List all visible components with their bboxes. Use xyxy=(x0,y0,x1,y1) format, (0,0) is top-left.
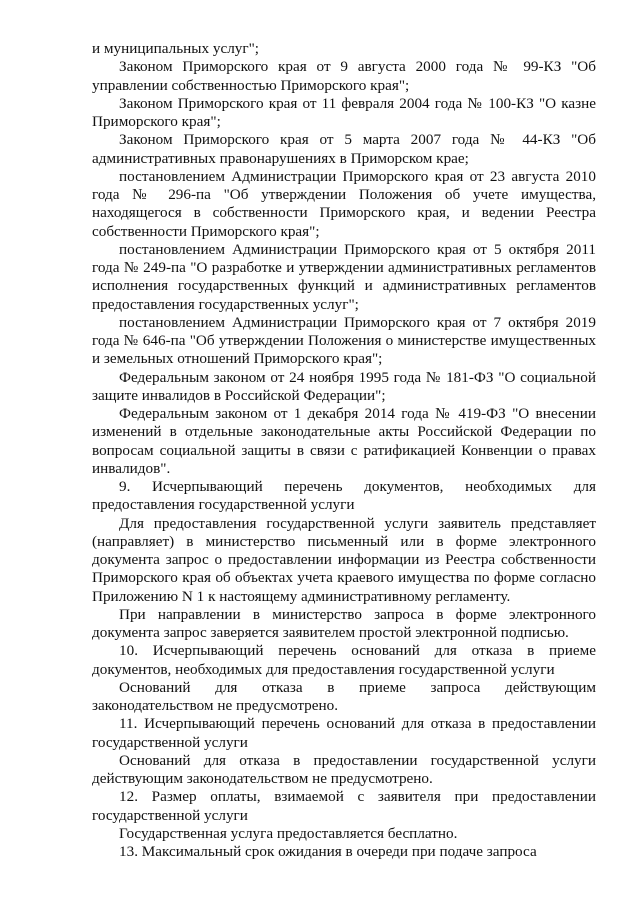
paragraph-federal-law-181-fz: Федеральным законом от 24 ноября 1995 года № 181-ФЗ "О социальной защите инвалидов в Российской Федерации"; xyxy=(92,368,596,404)
section-12-body: Государственная услуга предоставляется бесплатно. xyxy=(119,824,458,842)
section-9-heading: 9. Исчерпывающий перечень документов, необходимых для предоставления государственной услуги xyxy=(92,478,596,514)
paragraph-law-100-kz: Законом Приморского края от 11 февраля 2004 года № 100-КЗ "О казне Приморского края"; xyxy=(92,94,596,130)
paragraph-law-99-kz: Законом Приморского края от 9 августа 2000 года № 99-КЗ "Об управлении собственностью Приморского края"; xyxy=(92,58,596,94)
paragraph-continuation: и муниципальных услуг"; xyxy=(92,40,260,57)
document-page xyxy=(92,40,596,861)
paragraph-resolution-249-pa: постановлением Администрации Приморского края от 5 октября 2011 года № 249-па "О разработке и утверждении административных регламентов исполнения государственных функций и административных регламентов предоставления государственных услуг"; xyxy=(92,240,596,313)
section-10-body: Оснований для отказа в приеме запроса действующим законодательством не предусмотрено. xyxy=(92,678,596,714)
paragraph-resolution-296-pa: постановлением Администрации Приморского края от 23 августа 2010 года № 296-па "Об утверждении Положения об учете имущества, находящегося в собственности Приморского края, и ведении Реестра собственности Приморского края"; xyxy=(92,167,596,240)
section-11-heading: 11. Исчерпывающий перечень оснований для отказа в предоставлении государственной услуги xyxy=(92,715,596,751)
section-11-body: Оснований для отказа в предоставлении государственной услуги действующим законодательством не предусмотрено. xyxy=(92,751,596,787)
paragraph-federal-law-419-fz: Федеральным законом от 1 декабря 2014 года № 419-ФЗ "О внесении изменений в отдельные законодательные акты Российской Федерации по вопросам социальной защиты в связи с ратификацией Конвенции о правах инвалидов". xyxy=(92,405,596,477)
section-9-electronic-signature-paragraph: При направлении в министерство запроса в форме электронного документа запрос заверяется заявителем простой электронной подписью. xyxy=(92,605,596,641)
paragraph-law-44-kz: Законом Приморского края от 5 марта 2007 года № 44-КЗ "Об административных правонарушениях в Приморском крае; xyxy=(92,131,596,167)
section-13-heading: 13. Максимальный срок ожидания в очереди при подаче запроса xyxy=(119,843,537,860)
section-9-request-paragraph: Для предоставления государственной услуги заявитель представляет (направляет) в министерство письменный или в форме электронного документа запрос о предоставлении информации из Реестра собственности Приморского края об объектах учета краевого имущества по форме согласно Приложению N 1 к настоящему административному регламенту. xyxy=(92,514,596,605)
section-10-heading: 10. Исчерпывающий перечень оснований для отказа в приеме документов, необходимых для предоставления государственной услуги xyxy=(92,642,596,678)
paragraph-resolution-646-pa: постановлением Администрации Приморского края от 7 октября 2019 года № 646-па "Об утверждении Положения о министерстве имущественных и земельных отношений Приморского края"; xyxy=(92,313,596,368)
section-12-heading: 12. Размер оплаты, взимаемой с заявителя при предоставлении государственной услуги xyxy=(92,788,596,824)
